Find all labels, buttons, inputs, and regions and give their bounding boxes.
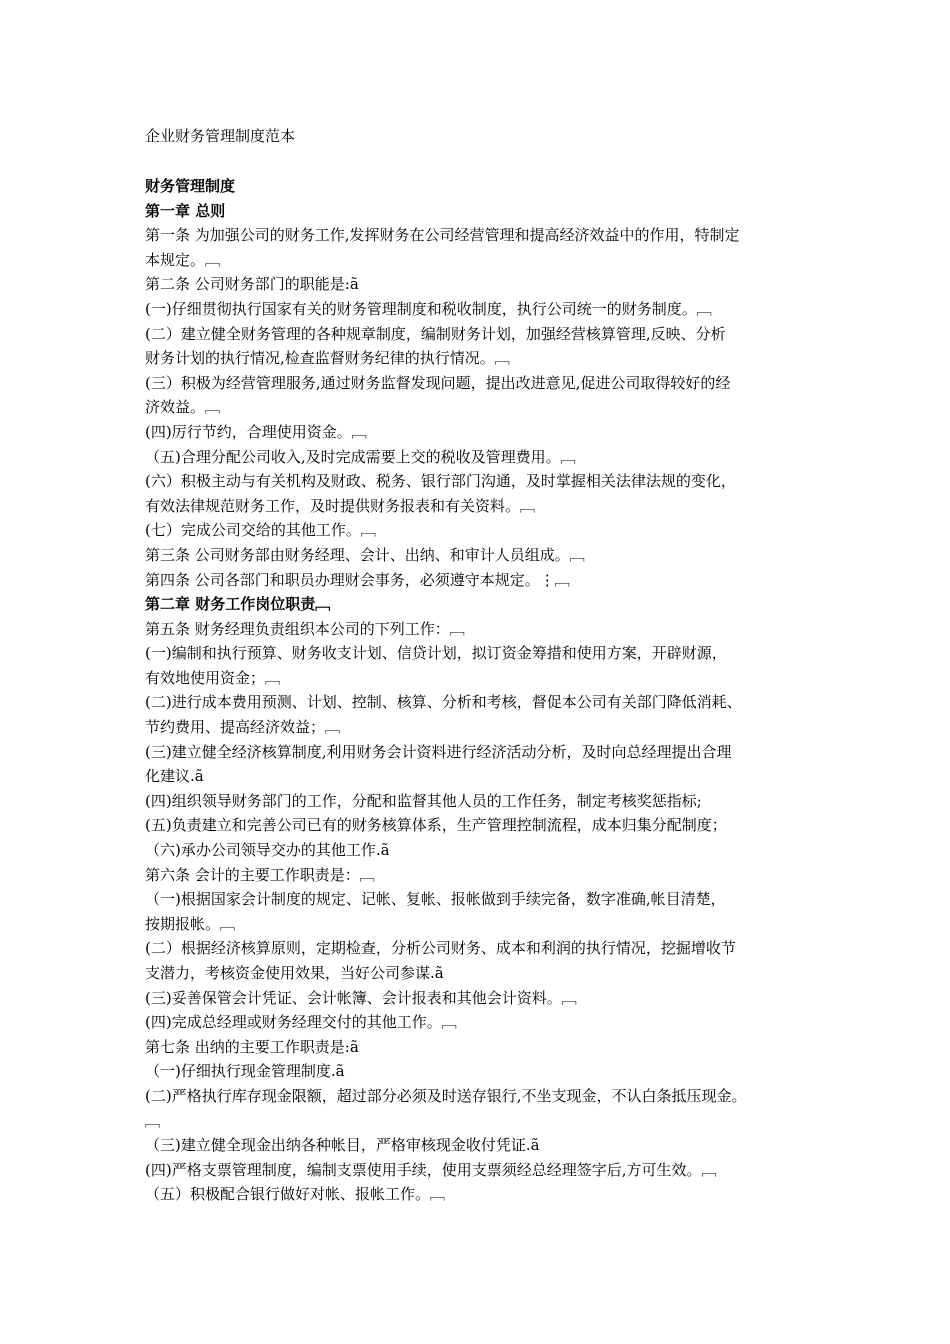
text-line: (三)妥善保管会计凭证、会计帐簿、会计报表和其他会计资料。﹇ xyxy=(145,988,577,1007)
section-heading: 第一章 总则 xyxy=(145,201,226,220)
text-line: (四)厉行节约，合理使用资金。﹇ xyxy=(145,422,367,441)
text-line: 有效地使用资金；﹇ xyxy=(145,668,281,687)
text-line: 按期报帐。﹇ xyxy=(145,914,236,933)
text-line: 有效法律规范财务工作，及时提供财务报表和有关资料。﹇ xyxy=(145,496,536,515)
text-line: 化建议.ã xyxy=(145,767,204,786)
text-line: (一)仔细贯彻执行国家有关的财务管理制度和税收制度，执行公司统一的财务制度。﹇ xyxy=(145,299,712,318)
text-line: (六）积极主动与有关机构及财政、税务、银行部门沟通，及时掌握相关法律法规的变化， xyxy=(145,472,736,491)
document-body xyxy=(145,174,825,1207)
text-line: 第七条 出纳的主要工作职责是:ã xyxy=(145,1037,359,1056)
text-line: 第三条 公司财务部由财务经理、会计、出纳、和审计人员组成。﹇ xyxy=(145,545,585,564)
text-line: 支潜力，考核资金使用效果，当好公司参谋.ã xyxy=(145,964,444,982)
text-line: (三）积极为经营管理服务,通过财务监督发现问题，提出改进意见,促进公司取得较好的经 xyxy=(145,373,731,392)
text-line: (二）建立健全财务管理的各种规章制度，编制财务计划，加强经营核算管理,反映、分析 xyxy=(145,324,726,343)
text-line: (四)完成总经理或财务经理交付的其他工作。﹇ xyxy=(145,1013,457,1032)
text-line: 第二条 公司财务部门的职能是:ã xyxy=(145,275,359,294)
text-line: 节约费用、提高经济效益；﹇ xyxy=(145,718,341,737)
section-heading: 财务管理制度 xyxy=(145,177,236,195)
text-line: (四)严格支票管理制度，编制支票使用手续，使用支票须经总经理签字后,方可生效。﹇ xyxy=(145,1160,717,1179)
document-title: 企业财务管理制度范本 xyxy=(145,127,296,145)
text-line: （六)承办公司领导交办的其他工作.ã xyxy=(145,841,390,860)
text-line: 第四条 公司各部门和职员办理财会事务，必须遵守本规定。⋮﹇ xyxy=(145,570,570,589)
text-line: (七）完成公司交给的其他工作。﹇ xyxy=(145,521,376,540)
text-line: (一)编制和执行预算、财务收支计划、信贷计划，拟订资金筹措和使用方案，开辟财源， xyxy=(145,644,727,663)
text-line: 本规定。﹇ xyxy=(145,250,221,269)
text-line: 济效益。﹇ xyxy=(145,398,221,417)
text-line: (五)负责建立和完善公司已有的财务核算体系，生产管理控制流程，成本归集分配制度； xyxy=(145,816,727,835)
text-line: (四)组织领导财务部门的工作，分配和监督其他人员的工作任务，制定考核奖惩指标; xyxy=(145,791,702,810)
text-line: ﹇ xyxy=(145,1111,161,1130)
text-line: (二)进行成本费用预测、计划、控制、核算、分析和考核，督促本公司有关部门降低消耗、 xyxy=(145,693,742,712)
text-line: (二）根据经济核算原则，定期检查，分析公司财务、成本和利润的执行情况，挖掘增收节 xyxy=(145,939,736,958)
text-line: 财务计划的执行情况,检查监督财务纪律的执行情况。﹇ xyxy=(145,349,510,368)
text-line: 第一条 为加强公司的财务工作,发挥财务在公司经营管理和提高经济效益中的作用，特制定 xyxy=(145,226,740,245)
text-line: （五)合理分配公司收入,及时完成需要上交的税收及管理费用。﹇ xyxy=(145,447,576,466)
text-line: 第五条 财务经理负责组织本公司的下列工作：﹇ xyxy=(145,619,465,638)
text-line: （五）积极配合银行做好对帐、报帐工作。﹇ xyxy=(145,1185,446,1204)
section-heading: 第二章 财务工作岗位职责﹇ xyxy=(145,595,331,614)
text-line: (二)严格执行库存现金限额，超过部分必须及时送存银行,不坐支现金，不认白条抵压现金。 xyxy=(145,1086,747,1105)
text-line: (三)建立健全经济核算制度,利用财务会计资料进行经济活动分析，及时向总经理提出合理 xyxy=(145,742,732,761)
text-line: （一)仔细执行现金管理制度.ã xyxy=(145,1062,345,1081)
text-line: （三)建立健全现金出纳各种帐目，严格审核现金收付凭证.ã xyxy=(145,1136,540,1155)
text-line: （一)根据国家会计制度的规定、记帐、复帐、报帐做到手续完备，数字准确,帐目清楚， xyxy=(145,890,726,909)
text-line: 第六条 会计的主要工作职责是：﹇ xyxy=(145,865,375,884)
